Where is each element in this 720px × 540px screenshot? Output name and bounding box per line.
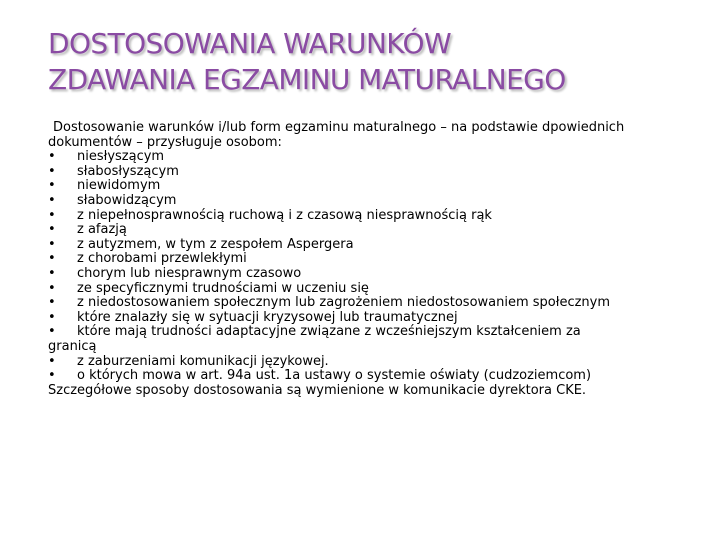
list-item-text: słabowidzącym <box>77 192 177 208</box>
list-item-text: z autyzmem, w tym z zespołem Aspergera <box>77 236 354 252</box>
list-item-text: które mają trudności adaptacyjne związane z wcześniejszym kształceniem za <box>77 324 581 340</box>
bullet-icon: • <box>48 324 56 340</box>
list-item-text: niewidomym <box>77 178 161 194</box>
list-item-text: z chorobami przewlekłymi <box>77 251 247 267</box>
list-item-text: które znalazły się w sytuacji kryzysowej lub traumatycznej <box>77 309 458 325</box>
list-item <box>48 355 688 370</box>
list-item <box>48 311 688 326</box>
list-item <box>48 296 688 311</box>
bullet-icon: • <box>48 368 56 384</box>
list-item-text: słabosłyszącym <box>77 163 179 179</box>
list-item <box>48 179 688 194</box>
intro-paragraph: Dostosowanie warunków i/lub form egzaminu maturalnego – na podstawie dpowiednich dokumentów – przysługuje osobom: <box>48 120 625 150</box>
list-item-text: o których mowa w art. 94a ust. 1a ustawy o systemie oświaty (cudzoziemcom) <box>77 368 592 384</box>
list-item-text: z niepełnosprawnością ruchową i z czasową niesprawnością rąk <box>77 207 492 223</box>
list-item <box>48 252 688 267</box>
list-item <box>48 194 688 209</box>
bullet-icon: • <box>48 280 56 296</box>
slide-body <box>48 121 688 398</box>
bullet-icon: • <box>48 149 56 165</box>
list-item-text: z afazją <box>77 222 127 238</box>
list-item-text: niesłyszącym <box>77 149 165 165</box>
bullet-icon: • <box>48 309 56 325</box>
bullet-icon: • <box>48 265 56 281</box>
bullet-icon: • <box>48 353 56 369</box>
bullet-icon: • <box>48 236 56 252</box>
bullet-icon: • <box>48 251 56 267</box>
list-item <box>48 223 688 238</box>
bullet-icon: • <box>48 222 56 238</box>
list-item-text: chorym lub niesprawnym czasowo <box>77 265 302 281</box>
list-item-text: z niedostosowaniem społecznym lub zagrożeniem niedostosowaniem społecznym <box>77 295 611 311</box>
slide-title <box>48 26 688 98</box>
bullet-icon: • <box>48 192 56 208</box>
bullet-icon: • <box>48 163 56 179</box>
title-line-2: ZDAWANIA EGZAMINU MATURALNEGO <box>48 63 566 96</box>
list-item <box>48 325 688 340</box>
list-item <box>48 209 688 224</box>
title-line-1: DOSTOSOWANIA WARUNKÓW <box>48 27 452 60</box>
list-item <box>48 369 688 384</box>
bullet-icon: • <box>48 295 56 311</box>
bullet-icon: • <box>48 178 56 194</box>
list-item <box>48 282 688 297</box>
list-item <box>48 238 688 253</box>
footer-paragraph: Szczegółowe sposoby dostosowania są wymienione w komunikacie dyrektora CKE. <box>48 382 587 398</box>
list-item <box>48 150 688 165</box>
bullet-icon: • <box>48 207 56 223</box>
list-item <box>48 267 688 282</box>
list-item-text: z zaburzeniami komunikacji językowej. <box>77 353 329 369</box>
list-item-continuation: granicą <box>48 338 97 354</box>
list-item-text: ze specyficznymi trudnościami w uczeniu się <box>77 280 369 296</box>
list-item <box>48 165 688 180</box>
